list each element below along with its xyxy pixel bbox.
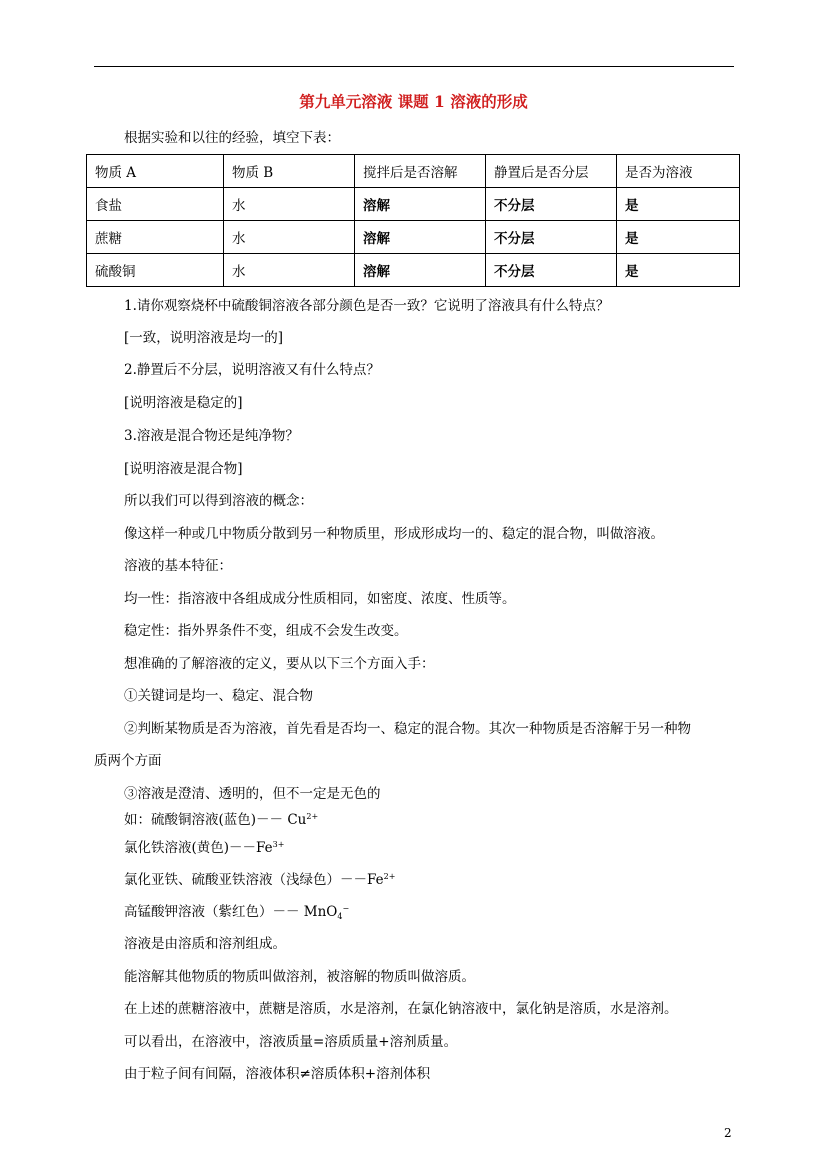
- example-text: 如：硫酸铜溶液(蓝色)－－ Cu: [124, 812, 307, 828]
- ion-subscript: 4: [337, 912, 343, 921]
- example-text: 氯化铁溶液(黄色)－－Fe: [124, 840, 273, 856]
- example-ferrous-solutions: [124, 870, 395, 890]
- experiment-table: [86, 154, 740, 287]
- table-row: [87, 254, 740, 287]
- table-cell: 溶解: [355, 188, 486, 221]
- table-row: [87, 221, 740, 254]
- table-cell: 是: [617, 188, 740, 221]
- table-cell: 食盐: [87, 188, 224, 221]
- example-ferric-chloride: [124, 838, 284, 858]
- point-1: ①关键词是均一、稳定、混合物: [124, 688, 313, 704]
- page-number: 2: [724, 1126, 732, 1140]
- example-text: 高锰酸钾溶液（紫红色）－－ MnO: [124, 904, 338, 920]
- table-cell: 水: [224, 188, 355, 221]
- ion-charge: 2+: [306, 812, 319, 821]
- point-2-line-2: 质两个方面: [94, 753, 162, 769]
- mass-relation: 可以看出，在溶液中，溶液质量=溶质质量+溶剂质量。: [124, 1034, 458, 1050]
- volume-relation: 由于粒子间有间隔，溶液体积≠溶质体积+溶剂体积: [124, 1066, 431, 1082]
- table-cell: 硫酸铜: [87, 254, 224, 287]
- concept-intro: 所以我们可以得到溶液的概念：: [124, 493, 313, 509]
- answer-3: [说明溶液是混合物]: [124, 461, 243, 477]
- question-1: 1.请你观察烧杯中硫酸铜溶液各部分颜色是否一致？它说明了溶液具有什么特点？: [124, 298, 610, 314]
- table-cell: 是: [617, 221, 740, 254]
- table-header-cell: 是否为溶液: [617, 155, 740, 188]
- solution-definition: 像这样一种或几中物质分散到另一种物质里，形成形成均一的、稳定的混合物，叫做溶液。: [124, 526, 664, 542]
- point-3: ③溶液是澄清、透明的，但不一定是无色的: [124, 786, 381, 802]
- ion-charge: 2+: [383, 872, 396, 881]
- page-title: 第九单元溶液 课题 1 溶液的形成: [299, 92, 528, 111]
- intro-text: 根据实验和以往的经验，填空下表：: [124, 130, 340, 146]
- features-title: 溶液的基本特征：: [124, 558, 232, 574]
- example-text: 氯化亚铁、硫酸亚铁溶液（浅绿色）－－Fe: [124, 872, 384, 888]
- table-cell: 溶解: [355, 221, 486, 254]
- table-cell: 是: [617, 254, 740, 287]
- table-cell: 不分层: [486, 188, 617, 221]
- example-copper-sulfate: [124, 810, 318, 830]
- table-cell: 溶解: [355, 254, 486, 287]
- answer-1: [一致，说明溶液是均一的]: [124, 330, 284, 346]
- understand-intro: 想准确的了解溶液的定义，要从以下三个方面入手：: [124, 656, 435, 672]
- question-2: 2.静置后不分层，说明溶液又有什么特点？: [124, 362, 380, 378]
- ion-charge: −: [342, 904, 350, 913]
- point-2-line-1: ②判断某物质是否为溶液，首先看是否均一、稳定的混合物。其次一种物质是否溶解于另一种物: [124, 721, 691, 737]
- header-rule: [94, 66, 734, 67]
- stability-text: 稳定性：指外界条件不变，组成不会发生改变。: [124, 623, 408, 639]
- solvent-definition: 能溶解其他物质的物质叫做溶剂，被溶解的物质叫做溶质。: [124, 969, 475, 985]
- table-header-cell: 物质 B: [224, 155, 355, 188]
- table-header-cell: 搅拌后是否溶解: [355, 155, 486, 188]
- table-header-cell: 物质 A: [87, 155, 224, 188]
- answer-2: [说明溶液是稳定的]: [124, 395, 243, 411]
- table-cell: 水: [224, 221, 355, 254]
- sugar-example: 在上述的蔗糖溶液中，蔗糖是溶质，水是溶剂，在氯化钠溶液中，氯化钠是溶质，水是溶剂。: [124, 1001, 678, 1017]
- composition-text: 溶液是由溶质和溶剂组成。: [124, 936, 286, 952]
- table-header-row: [87, 155, 740, 188]
- question-3: 3.溶液是混合物还是纯净物？: [124, 428, 299, 444]
- uniformity-text: 均一性：指溶液中各组成成分性质相同，如密度、浓度、性质等。: [124, 591, 516, 607]
- table-cell: 水: [224, 254, 355, 287]
- ion-charge: 3+: [272, 840, 285, 849]
- table-header-cell: 静置后是否分层: [486, 155, 617, 188]
- table-cell: 蔗糖: [87, 221, 224, 254]
- table-row: [87, 188, 740, 221]
- example-permanganate: [124, 902, 349, 924]
- table-cell: 不分层: [486, 221, 617, 254]
- table-cell: 不分层: [486, 254, 617, 287]
